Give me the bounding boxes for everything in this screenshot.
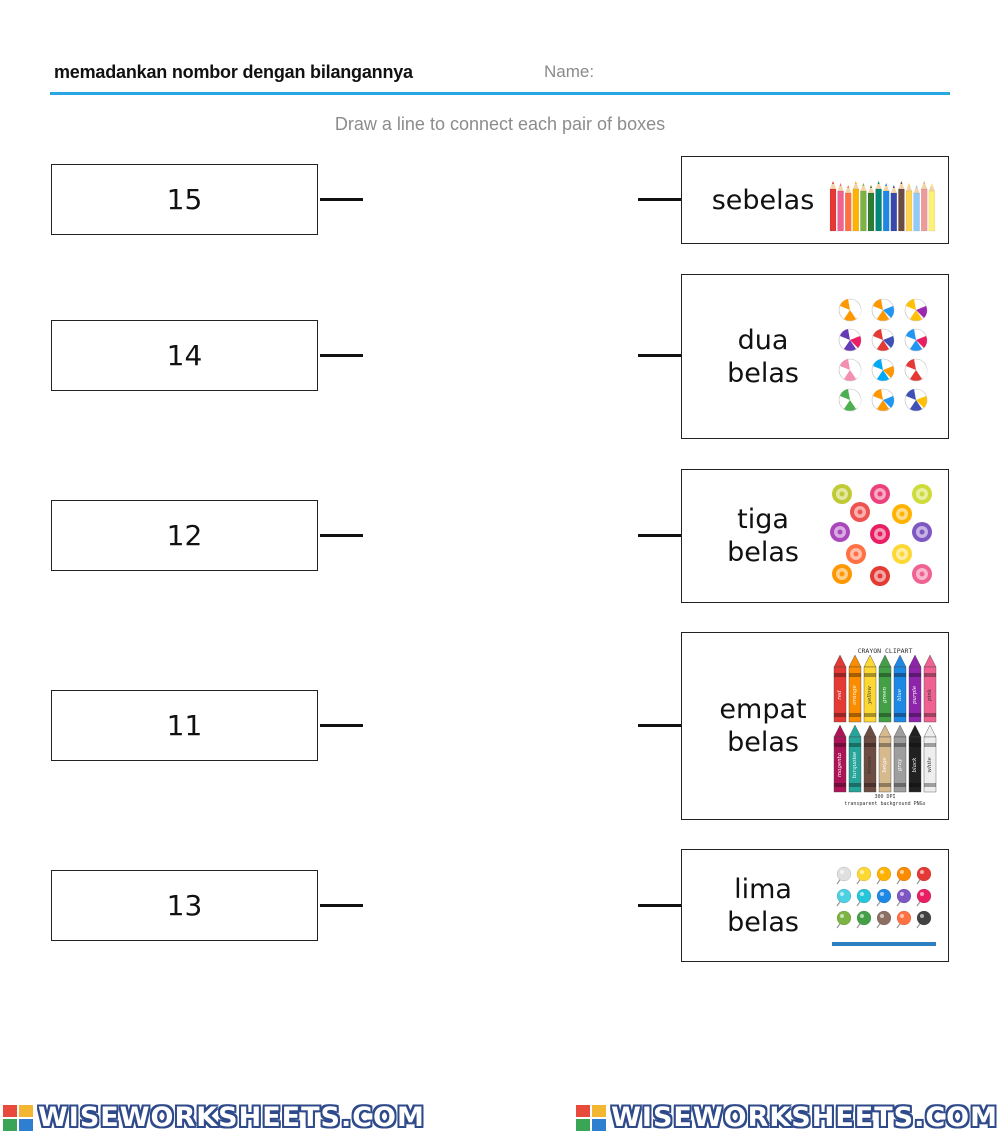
left-box-4[interactable] xyxy=(51,690,318,761)
svg-text:brown: brown xyxy=(867,756,873,774)
right-word-text: dua belas xyxy=(727,324,799,389)
right-word-text: tiga belas xyxy=(727,504,799,568)
left-box-3[interactable] xyxy=(51,500,318,571)
right-connector-2[interactable] xyxy=(638,354,681,357)
colored-pencils-icon xyxy=(828,171,940,233)
right-box-3[interactable] xyxy=(681,469,949,603)
brand-text: WISEWORKSHEETS.COM xyxy=(38,1102,425,1133)
brand-mark[interactable] xyxy=(2,1102,425,1133)
svg-text:beige: beige xyxy=(882,757,888,773)
svg-text:black: black xyxy=(912,757,918,773)
left-connector-1[interactable] xyxy=(320,198,363,201)
svg-text:gray: gray xyxy=(897,758,903,772)
crayon-footnote-dpi: 300 DPI xyxy=(874,794,896,800)
candies-icon xyxy=(830,482,940,590)
left-box-1[interactable] xyxy=(51,164,318,235)
left-number: 15 xyxy=(166,183,203,216)
pins-caption-bar xyxy=(832,942,936,946)
right-word: sebelas xyxy=(711,184,815,216)
worksheet-title: memadankan nombor dengan bilangannya xyxy=(54,62,413,82)
svg-text:blue: blue xyxy=(897,688,903,702)
right-word xyxy=(682,275,844,438)
right-word-text: empat belas xyxy=(719,694,807,758)
left-number: 13 xyxy=(166,889,203,922)
crayon-footnote-png: transparent background PNGs xyxy=(844,801,926,807)
right-connector-3[interactable] xyxy=(638,534,681,537)
right-box-5[interactable] xyxy=(681,849,949,962)
wise-logo-icon xyxy=(2,1104,34,1132)
left-connector-3[interactable] xyxy=(320,534,363,537)
svg-text:purple: purple xyxy=(912,685,918,705)
header-divider xyxy=(50,92,950,95)
svg-text:magenta: magenta xyxy=(837,752,843,778)
brand-mark[interactable] xyxy=(575,1102,998,1133)
left-box-5[interactable] xyxy=(51,870,318,941)
right-connector-1[interactable] xyxy=(638,198,681,201)
right-box-2[interactable] xyxy=(681,274,949,439)
svg-text:red: red xyxy=(837,690,843,700)
right-box-4[interactable] xyxy=(681,632,949,820)
svg-text:pink: pink xyxy=(927,688,933,702)
left-box-2[interactable] xyxy=(51,320,318,391)
right-connector-5[interactable] xyxy=(638,904,681,907)
right-word xyxy=(682,470,844,602)
left-number: 12 xyxy=(166,519,203,552)
svg-text:turquoise: turquoise xyxy=(852,751,858,779)
left-number: 11 xyxy=(166,709,203,742)
left-connector-5[interactable] xyxy=(320,904,363,907)
svg-text:yellow: yellow xyxy=(867,686,873,704)
crayons-icon xyxy=(830,645,940,809)
right-word xyxy=(682,850,844,961)
name-field-label[interactable]: Name: xyxy=(544,62,595,81)
beach-balls-icon xyxy=(832,295,936,420)
svg-text:green: green xyxy=(882,686,888,704)
left-connector-2[interactable] xyxy=(320,354,363,357)
footer-brand-strip xyxy=(0,1100,1000,1135)
brand-text: WISEWORKSHEETS.COM xyxy=(611,1102,998,1133)
right-box-1[interactable] xyxy=(681,156,949,244)
instructions-text: Draw a line to connect each pair of boxes xyxy=(334,114,666,134)
svg-text:white: white xyxy=(927,757,933,773)
left-number: 14 xyxy=(166,339,203,372)
svg-text:orange: orange xyxy=(852,685,858,705)
right-word-text: lima belas xyxy=(727,873,799,938)
wise-logo-icon xyxy=(575,1104,607,1132)
left-connector-4[interactable] xyxy=(320,724,363,727)
crayon-heading: CRAYON CLIPART xyxy=(857,647,913,655)
push-pins-icon xyxy=(830,864,940,950)
right-word xyxy=(682,633,844,819)
right-connector-4[interactable] xyxy=(638,724,681,727)
